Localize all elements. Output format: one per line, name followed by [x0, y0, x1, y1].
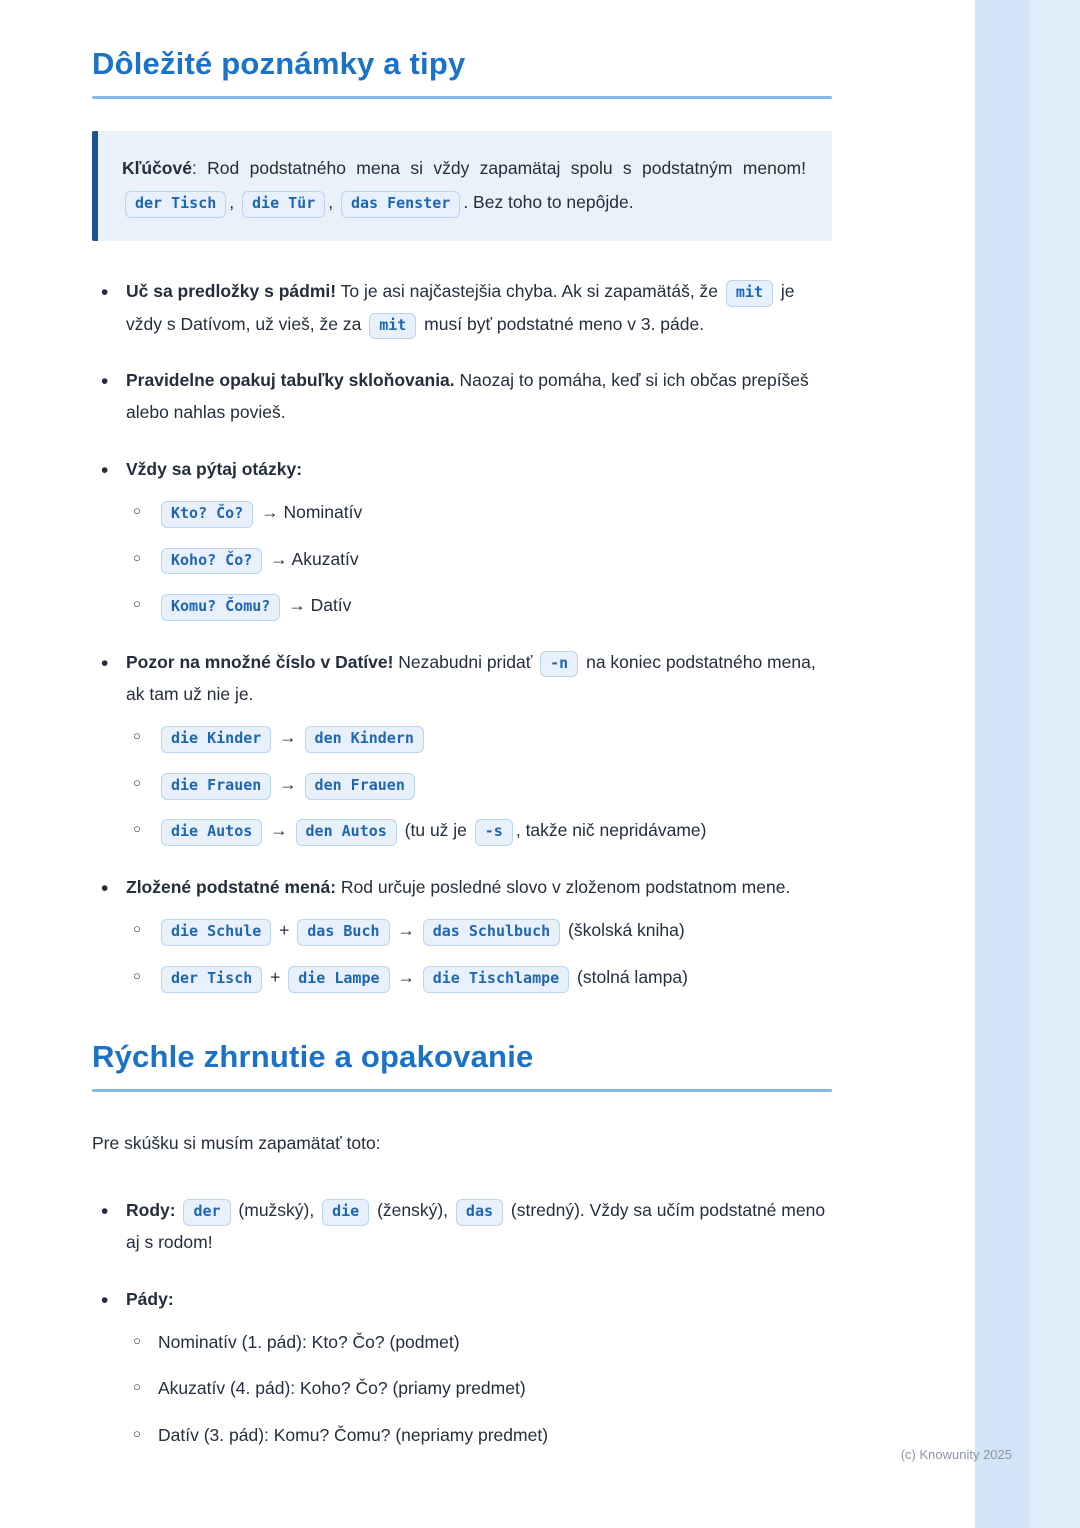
- code-chip: das Schulbuch: [423, 919, 560, 946]
- code-chip: die Kinder: [161, 726, 271, 753]
- text-run: → Akuzatív: [265, 548, 359, 569]
- code-chip: das Fenster: [341, 191, 460, 218]
- key-note-callout: [92, 131, 832, 241]
- sub-list: [126, 915, 832, 993]
- list-item: [92, 364, 832, 429]
- heading-underline: [92, 1089, 832, 1092]
- text-run: (tu už je: [399, 820, 472, 841]
- bold-run: Zložené podstatné mená:: [126, 876, 337, 897]
- footer-credit: (c) Knowunity 2025: [900, 1447, 1012, 1462]
- code-chip: der Tisch: [125, 191, 226, 218]
- text-run: →: [274, 773, 302, 794]
- list-item: [92, 275, 832, 340]
- scrollbar-track[interactable]: [975, 0, 1030, 1528]
- text-run: ,: [328, 192, 338, 213]
- sub-list-item: [126, 962, 832, 994]
- sub-list: [126, 722, 832, 847]
- text-run: je vždy s Datívom, už vieš, že za: [126, 281, 795, 334]
- code-chip: mit: [726, 280, 773, 307]
- code-chip: -s: [475, 819, 513, 846]
- sub-list-item-text: [158, 595, 351, 615]
- list-item: [92, 871, 832, 993]
- text-run: musí byť podstatné meno v 3. páde.: [419, 313, 705, 334]
- text-run: (stolná lampa): [572, 966, 688, 987]
- list-item-text: [126, 1289, 174, 1309]
- text-run: +: [274, 920, 295, 941]
- bold-run: Pozor na množné číslo v Datíve!: [126, 651, 394, 672]
- code-chip: die Lampe: [288, 966, 389, 993]
- sub-list-item-text: [158, 502, 362, 522]
- code-chip: den Kindern: [305, 726, 424, 753]
- list-item-text: [126, 459, 302, 479]
- text-run: Rod určuje posledné slovo v zloženom podstatnom mene.: [336, 876, 791, 897]
- sub-list: [126, 497, 832, 622]
- summary-section: [92, 1039, 832, 1092]
- callout-text: [122, 151, 806, 219]
- text-run: →: [392, 920, 420, 941]
- code-chip: die Autos: [161, 819, 262, 846]
- text-run: Akuzatív (4. pád): Koho? Čo? (priamy predmet): [158, 1378, 526, 1399]
- code-chip: Kto? Čo?: [161, 501, 253, 528]
- list-item: [92, 1283, 832, 1452]
- code-chip: die Tür: [242, 191, 325, 218]
- code-chip: -n: [540, 651, 578, 678]
- text-run: , takže nič nepridávame): [515, 820, 707, 841]
- list-item-text: [126, 877, 790, 897]
- document-content: [92, 46, 832, 1475]
- list-item: [92, 453, 832, 622]
- code-chip: das Buch: [297, 919, 389, 946]
- sub-list-item-text: [158, 1425, 548, 1445]
- list-item-text: [126, 281, 794, 333]
- text-run: Naozaj to pomáha, keď si ich občas prepíšeš alebo nahlas povieš.: [126, 370, 809, 423]
- code-chip: die: [322, 1199, 369, 1226]
- heading-underline: [92, 96, 832, 99]
- sub-list-item: [126, 722, 832, 754]
- sub-list-item-text: [158, 967, 688, 987]
- code-chip: die Schule: [161, 919, 271, 946]
- sub-list-item-text: [158, 774, 418, 794]
- text-run: →: [265, 820, 293, 841]
- text-run: +: [265, 966, 286, 987]
- list-item-text: [126, 370, 809, 422]
- summary-list: [92, 1194, 832, 1452]
- text-run: To je asi najčastejšia chyba. Ak si zapamätáš, že: [336, 281, 723, 302]
- text-run: na koniec podstatného mena, ak tam už nie je.: [126, 651, 816, 704]
- list-item: [92, 646, 832, 847]
- sub-list-item: [126, 1327, 832, 1359]
- text-run: Datív (3. pád): Komu? Čomu? (nepriamy predmet): [158, 1424, 549, 1445]
- text-run: Nezabudni pridať: [393, 651, 538, 672]
- code-chip: mit: [369, 313, 416, 340]
- text-run: (stredný). Vždy sa učím podstatné meno aj s rodom!: [126, 1199, 826, 1253]
- bold-run: Kľúčové: [122, 158, 192, 178]
- text-run: →: [274, 727, 302, 748]
- code-chip: den Frauen: [305, 773, 415, 800]
- text-run: : Rod podstatného mena si vždy zapamätaj spolu s podstatným menom!: [191, 158, 806, 178]
- code-chip: der Tisch: [161, 966, 262, 993]
- section-title-summary: Rýchle zhrnutie a opakovanie: [92, 1039, 534, 1075]
- bold-run: Pravidelne opakuj tabuľky skloňovania.: [126, 370, 455, 390]
- sub-list-item: [126, 544, 832, 576]
- sub-list-item-text: [158, 1332, 460, 1352]
- page-margin-strip: [1030, 0, 1080, 1528]
- text-run: (mužský),: [233, 1199, 320, 1220]
- bold-run: Uč sa predložky s pádmi!: [126, 281, 337, 302]
- text-run: → Nominatív: [256, 502, 363, 523]
- sub-list-item-text: [158, 920, 685, 940]
- code-chip: Komu? Čomu?: [161, 594, 280, 621]
- tips-list: [92, 275, 832, 993]
- list-item: [92, 1194, 832, 1259]
- text-run: Nominatív (1. pád): Kto? Čo? (podmet): [158, 1331, 460, 1352]
- code-chip: das: [456, 1199, 503, 1226]
- text-run: . Bez toho to nepôjde.: [463, 192, 634, 213]
- bold-run: Rody:: [126, 1199, 176, 1220]
- sub-list-item: [126, 1420, 832, 1452]
- sub-list-item-text: [158, 1378, 526, 1398]
- code-chip: Koho? Čo?: [161, 548, 262, 575]
- list-item-text: [126, 652, 816, 704]
- bold-run: Vždy sa pýtaj otázky:: [126, 458, 303, 479]
- section-title-notes: Dôležité poznámky a tipy: [92, 46, 466, 81]
- list-item-text: [126, 1200, 825, 1252]
- sub-list-item-text: [158, 727, 427, 747]
- bold-run: Pády:: [126, 1288, 174, 1309]
- sub-list-item: [126, 497, 832, 529]
- code-chip: die Frauen: [161, 773, 271, 800]
- sub-list-item-text: [158, 820, 707, 840]
- sub-list-item: [126, 769, 832, 801]
- code-chip: der: [183, 1199, 230, 1226]
- code-chip: den Autos: [296, 819, 397, 846]
- text-run: ,: [229, 192, 240, 213]
- sub-list-item: [126, 1373, 832, 1405]
- sub-list-item: [126, 590, 832, 622]
- text-run: (ženský),: [372, 1199, 453, 1220]
- code-chip: die Tischlampe: [423, 966, 569, 993]
- text-run: → Datív: [283, 595, 352, 616]
- sub-list: [126, 1327, 832, 1452]
- sub-list-item-text: [158, 549, 359, 569]
- summary-intro-text: Pre skúšku si musím zapamätať toto:: [92, 1133, 381, 1154]
- text-run: [176, 1200, 181, 1220]
- text-run: →: [392, 966, 420, 987]
- sub-list-item: [126, 915, 832, 947]
- text-run: (školská kniha): [563, 920, 685, 941]
- sub-list-item: [126, 815, 832, 847]
